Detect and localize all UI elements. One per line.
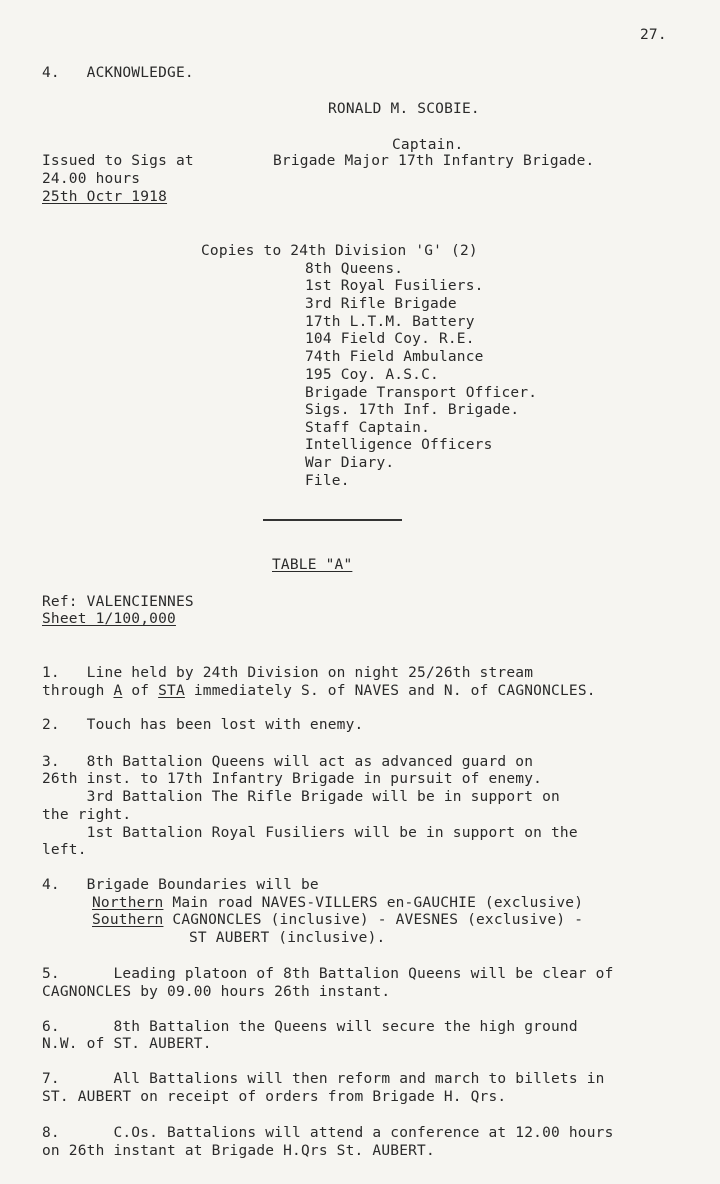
paragraph-7-line-2: ST. AUBERT on receipt of orders from Brigade H. Qrs.	[42, 1089, 507, 1105]
paragraph-8-line-1: 8. C.Os. Battalions will attend a conference at 12.00 hours	[42, 1125, 614, 1141]
copies-item: 3rd Rifle Brigade	[305, 296, 457, 312]
issued-line-2: 24.00 hours	[42, 171, 141, 187]
copies-item: Staff Captain.	[305, 420, 431, 436]
paragraph-5-line-1: 5. Leading platoon of 8th Battalion Queens will be clear of	[42, 966, 614, 982]
paragraph-1-line-2: through A of STA immediately S. of NAVES and N. of CAGNONCLES.	[42, 683, 596, 699]
paragraph-4-line-1: 4. Brigade Boundaries will be	[42, 877, 319, 893]
copies-item: Intelligence Officers	[305, 437, 493, 453]
copies-item: Brigade Transport Officer.	[305, 385, 538, 401]
paragraph-3-line-5: 1st Battalion Royal Fusiliers will be in support on the	[42, 825, 578, 841]
paragraph-4-line-4: ST AUBERT (inclusive).	[189, 930, 386, 946]
signature-name: RONALD M. SCOBIE.	[328, 101, 480, 117]
page-number: 27.	[640, 27, 667, 43]
paragraph-3-line-2: 26th inst. to 17th Infantry Brigade in pursuit of enemy.	[42, 771, 543, 787]
copies-item: 195 Coy. A.S.C.	[305, 367, 439, 383]
paragraph-6-line-2: N.W. of ST. AUBERT.	[42, 1036, 212, 1052]
copies-lead: Copies to 24th Division 'G' (2)	[201, 243, 478, 259]
signature-title: Brigade Major 17th Infantry Brigade.	[273, 153, 595, 169]
paragraph-6-line-1: 6. 8th Battalion the Queens will secure the high ground	[42, 1019, 578, 1035]
copies-item: Sigs. 17th Inf. Brigade.	[305, 402, 520, 418]
paragraph-8-line-2: on 26th instant at Brigade H.Qrs St. AUBERT.	[42, 1143, 435, 1159]
copies-item: 74th Field Ambulance	[305, 349, 484, 365]
paragraph-7-line-1: 7. All Battalions will then reform and march to billets in	[42, 1071, 605, 1087]
paragraph-3-line-1: 3. 8th Battalion Queens will act as advanced guard on	[42, 754, 534, 770]
paragraph-4-northern: Northern Main road NAVES-VILLERS en-GAUCHIE (exclusive)	[92, 895, 584, 911]
issued-date: 25th Octr 1918	[42, 189, 168, 205]
map-reference: Ref: VALENCIENNES	[42, 594, 194, 610]
copies-item: War Diary.	[305, 455, 395, 471]
copies-item: File.	[305, 473, 350, 489]
paragraph-1-line-1: 1. Line held by 24th Division on night 25/26th stream	[42, 665, 534, 681]
table-title: TABLE "A"	[272, 557, 353, 573]
section-divider	[263, 519, 402, 521]
copies-item: 17th L.T.M. Battery	[305, 314, 475, 330]
copies-item: 8th Queens.	[305, 261, 404, 277]
paragraph-3-line-4: the right.	[42, 807, 132, 823]
issued-line-1: Issued to Sigs at	[42, 153, 194, 169]
paragraph-4-southern: Southern CAGNONCLES (inclusive) - AVESNES (exclusive) -	[92, 912, 584, 928]
map-sheet: Sheet 1/100,000	[42, 611, 176, 627]
paragraph-3-line-3: 3rd Battalion The Rifle Brigade will be in support on	[42, 789, 560, 805]
acknowledge-item: 4. ACKNOWLEDGE.	[42, 65, 194, 81]
paragraph-3-line-6: left.	[42, 842, 87, 858]
copies-item: 104 Field Coy. R.E.	[305, 331, 475, 347]
paragraph-2: 2. Touch has been lost with enemy.	[42, 717, 364, 733]
paragraph-5-line-2: CAGNONCLES by 09.00 hours 26th instant.	[42, 984, 391, 1000]
signature-rank: Captain.	[392, 137, 464, 153]
copies-item: 1st Royal Fusiliers.	[305, 278, 484, 294]
